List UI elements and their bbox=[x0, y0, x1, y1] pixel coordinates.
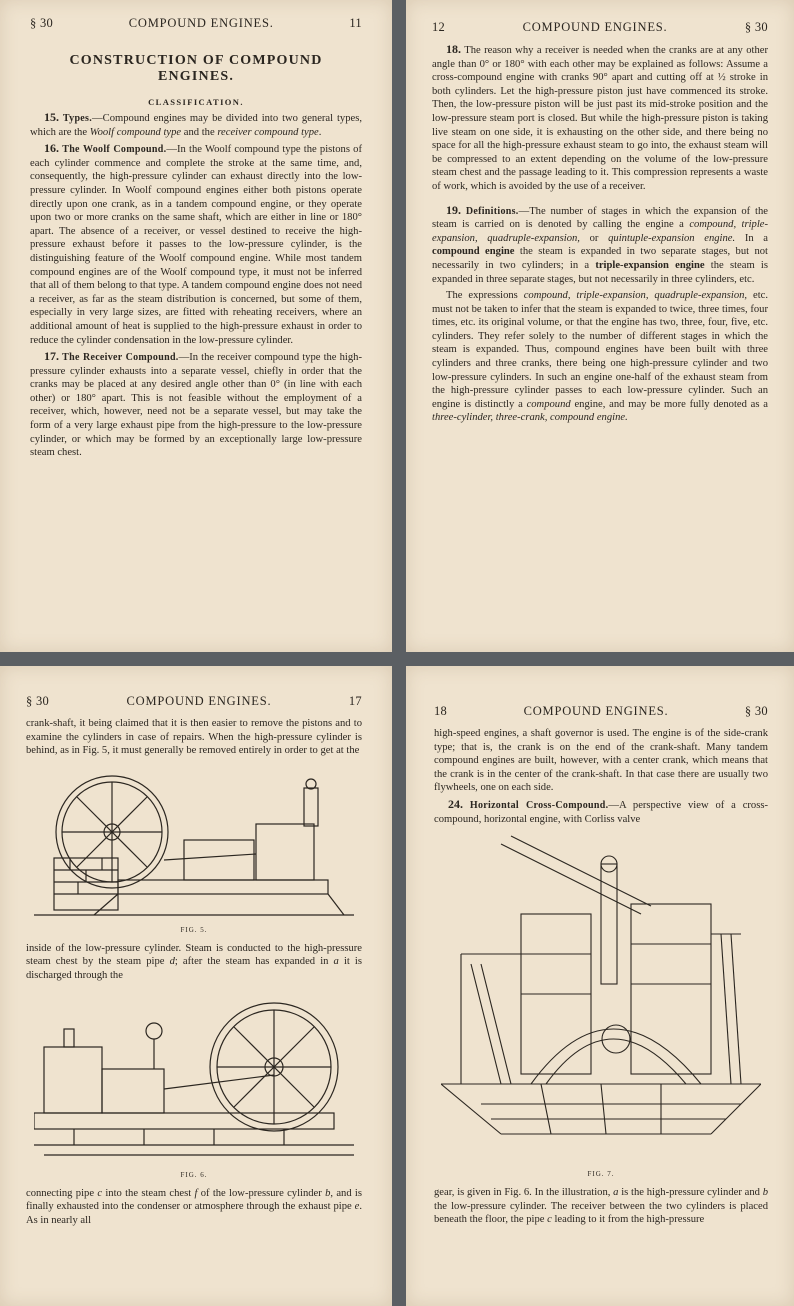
figure-7-caption: FIG. 7. bbox=[587, 1170, 615, 1179]
running-head bbox=[30, 16, 362, 31]
figure-6-caption: FIG. 6. bbox=[180, 1170, 208, 1179]
paragraph-corliss-gear: gear, is given in Fig. 6. In the illustration, a is the high-pressure cylinder and b the low-pressure cylinder. The receiver between the two cylinders is placed beneath the floor, the pipe c leading to it from the high-pressure bbox=[434, 1187, 768, 1226]
section-mark: § 30 bbox=[30, 16, 54, 30]
paragraph-24: 24. Horizontal Cross-Compound.—A perspective view of a cross-compound, horizontal engine, with Corliss valve bbox=[434, 796, 769, 825]
engine-illustration bbox=[34, 995, 354, 1165]
page-11 bbox=[0, 0, 392, 652]
figure-5 bbox=[34, 770, 354, 920]
engine-illustration bbox=[34, 770, 354, 920]
paragraph-16: 16. The Woolf Compound.—In the Woolf compound type the pistons of each cylinder commence and complete the stroke at the same time, and, consequently, the high-pressure cylinder can exhaust directly into the low-pressure cylinder. In Woolf compound engines either both pistons operate directly upon one crank, as in a tandem compound engine, or they operate upon two or more cranks on the same shaft, which are either in line or 180° apart. The absence of a receiver, or vessel destined to receive the high-pressure exhaust before it passes to the low-pressure cylinder, is the distinguishing feature of the Woolf compound engine. While most tandem compound engines are of the Woolf compound type, it must not be inferred that all of them belong to that type. A tandem compound engine does not need a receiver, as far as the steam distribution is concerned, but some of them, especially in very large sizes, are fitted with reheating receivers, where an additional amount of heat is supplied to the high-pressure exhaust in order to reduce the cylinder condensation in the low-pressure cylinder. bbox=[30, 141, 362, 346]
running-head bbox=[432, 20, 768, 35]
running-title: COMPOUND ENGINES. bbox=[522, 20, 668, 34]
chapter-title: CONSTRUCTION OF COMPOUND ENGINES. bbox=[69, 53, 323, 84]
section-mark: § 30 bbox=[744, 20, 768, 34]
paragraph-steam-conducted: inside of the low-pressure cylinder. Steam is conducted to the high-pressure steam chest by the steam pipe d; after the steam has expanded in a it is discharged through the bbox=[26, 942, 362, 981]
section-mark: § 30 bbox=[744, 704, 768, 718]
running-title: COMPOUND ENGINES. bbox=[523, 704, 669, 718]
page-17 bbox=[0, 666, 392, 1306]
running-head bbox=[434, 704, 768, 719]
figure-6 bbox=[34, 995, 354, 1165]
running-title: COMPOUND ENGINES. bbox=[128, 16, 274, 30]
subhead-classification: CLASSIFICATION. bbox=[148, 97, 244, 107]
running-title: COMPOUND ENGINES. bbox=[126, 694, 272, 708]
page-number: 12 bbox=[432, 20, 446, 34]
running-head bbox=[26, 694, 362, 709]
paragraph-18: 18. The reason why a receiver is needed when the cranks are at any other angle than 0° or 180° with each other may be explained as follows: Assume a cross-compound engine with cranks 90° apart and cutting off at ½ stroke in both cylinders. Let the high-pressure piston just have commenced its stroke. Then, the low-pressure piston will be just past its mid-stroke position and the low-pressure steam port is closed. But while the high-pressure piston is taking live steam on one side, it is exhausting on the other side, and there being no space for all the high-pressure exhaust steam to go into, the exhaust steam will be compressed to an extent depending on the volume of the low-pressure steam chest and the passage leading to it. This compression represents a waste of work, which is avoided by the use of a receiver. bbox=[432, 42, 768, 192]
section-mark: § 30 bbox=[26, 694, 50, 708]
paragraph-17: 17. The Receiver Compound.—In the receiver compound type the high-pressure cylinder exhausts into a separate vessel, chiefly in order that the cranks may be placed at any desired angle other than 0° (in line with each other) or 180° apart. This is not feasible without the employment of a receiver, which, however, need not be a separate vessel, but may take the form of a very large exhaust pipe from the high-pressure to the low-pressure cylinder, or which may be formed by an exceptionally large low-pressure steam chest. bbox=[30, 349, 362, 459]
page-18 bbox=[406, 666, 794, 1306]
page-12 bbox=[406, 0, 794, 652]
paragraph-shaft-governor: high-speed engines, a shaft governor is used. The engine is of the side-crank type; that is, the crank is on the end of the crank-shaft. Many tandem compound engines are built, however, with a center crank, which means that the crank is in the center of the crank-shaft. In that case there are usually two flywheels, one on each side. bbox=[434, 728, 768, 794]
figure-5-caption: FIG. 5. bbox=[180, 925, 208, 934]
page-number: 11 bbox=[349, 16, 362, 30]
paragraph-19-continued: The expressions compound, triple-expansion, quadruple-expansion, etc. must not be taken to infer that the steam is expanded to twice, three times, four times, etc. its original volume, or that the engine has two, three, four, five, etc. cylinders. They refer solely to the number of different stages in which the steam is expanded. Thus, compound engines have been built with three cylinders and three cranks, there being one high-pressure cylinder and two low-pressure cylinders. In such an engine one-half of the exhaust steam from the high-pressure cylinder passes to each low-pressure cylinder. Such an engine is distinctly a compound engine, and may be more fully denoted as a three-cylinder, three-crank, compound engine. bbox=[432, 290, 768, 424]
cross-compound-engine-illustration bbox=[441, 834, 761, 1164]
paragraph-crankshaft: crank-shaft, it being claimed that it is then easier to remove the pistons and to examine the cylinders in case of repairs. When the high-pressure cylinder is behind, as in Fig. 5, it must generally be removed entirely in order to get at the bbox=[26, 718, 362, 757]
paragraph-15: 15. Types.—Compound engines may be divided into two general types, which are the Woolf compound type and the receiver compound type. bbox=[30, 110, 362, 138]
page-number: 17 bbox=[348, 694, 362, 708]
figure-7 bbox=[441, 834, 761, 1164]
paragraph-connecting-pipe: connecting pipe c into the steam chest f of the low-pressure cylinder b, and is finally exhausted into the condenser or atmosphere through the exhaust pipe e. As in nearly all bbox=[26, 1187, 363, 1226]
page-number: 18 bbox=[434, 704, 448, 718]
paragraph-19: 19. Definitions.—The number of stages in which the expansion of the steam is carried on is denoted by calling the engine a compound, triple-expansion, quadruple-expansion, or quintuple-expansion engine. In a compound engine the steam is expanded in two separate stages, but not necessarily in two cylinders; in a triple-expansion engine the steam is expanded in three separate stages, but not necessarily in three cylinders, etc. bbox=[432, 202, 769, 285]
